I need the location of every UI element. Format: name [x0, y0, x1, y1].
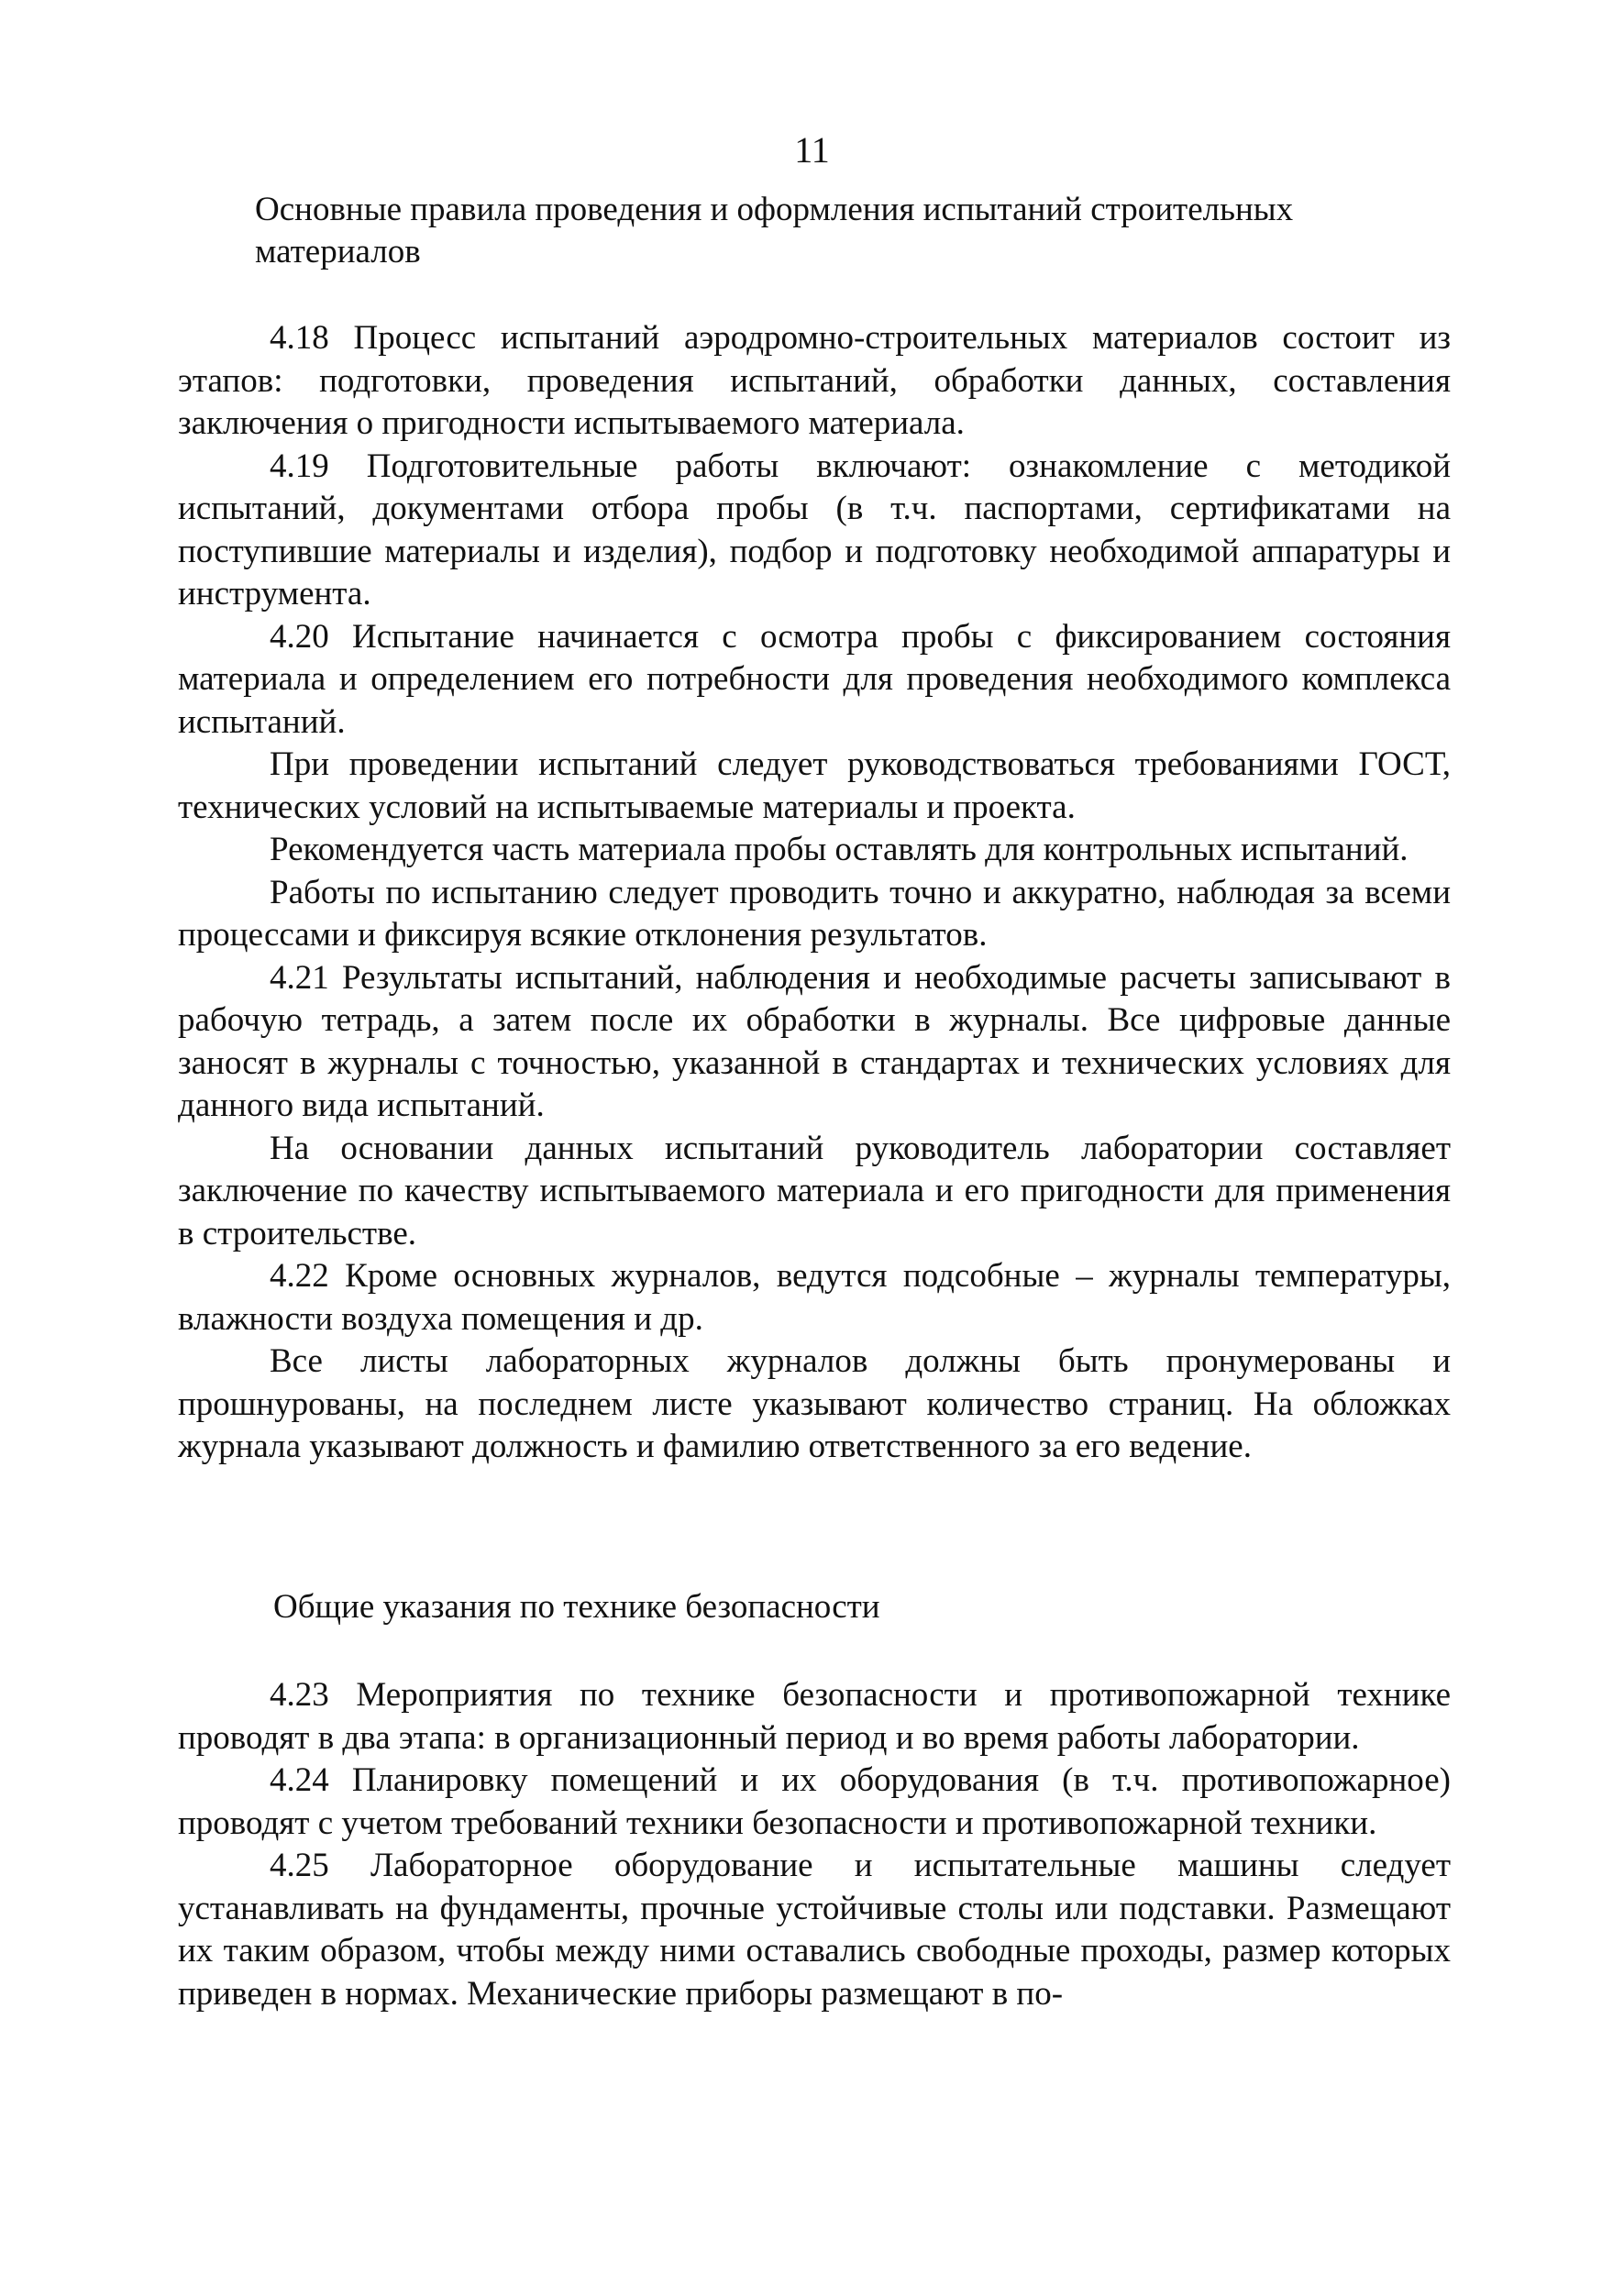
- paragraph-4-20: 4.20 Испытание начинается с осмотра пробы с фиксированием состояния материала и определением его потребности для проведения необходимого комплекса испытаний.: [178, 617, 1451, 741]
- section-heading-testing-rules: Основные правила проведения и оформления испытаний строительных материалов: [255, 191, 1294, 270]
- paragraph-accuracy: Работы по испытанию следует проводить точно и аккуратно, наблюдая за всеми процессами и фиксируя всякие отклонения результатов.: [178, 873, 1451, 954]
- paragraph-4-22: 4.22 Кроме основных журналов, ведутся подсобные – журналы температуры, влажности воздуха помещения и др.: [178, 1257, 1451, 1338]
- paragraph-4-23: 4.23 Мероприятия по технике безопасности и противопожарной технике проводят в два этапа: в организационный период и во время работы лаборатории.: [178, 1676, 1451, 1757]
- section-heading-safety: Общие указания по технике безопасности: [273, 1588, 880, 1626]
- section-body-safety: [178, 1674, 1451, 2015]
- paragraph-control-sample: Рекомендуется часть материала пробы оставлять для контрольных испытаний.: [270, 831, 1409, 868]
- paragraph-journal-sheets: Все листы лабораторных журналов должны быть пронумерованы и прошнурованы, на последнем листе указывают количество страниц. На обложках журнала указывают должность и фамилию ответственного за его ведение.: [178, 1342, 1451, 1465]
- paragraph-4-18: 4.18 Процесс испытаний аэродромно-строительных материалов состоит из этапов: подготовки, проведения испытаний, обработки данных, составления заключения о пригодности испытываемого материала.: [178, 319, 1451, 442]
- paragraph-lab-conclusion: На основании данных испытаний руководитель лаборатории составляет заключение по качеству испытываемого материала и его пригодности для применения в строительстве.: [178, 1129, 1451, 1252]
- paragraph-4-21: 4.21 Результаты испытаний, наблюдения и необходимые расчеты записывают в рабочую тетрадь, а затем после их обработки в журналы. Все цифровые данные заносят в журналы с точностью, указанной в стандартах и технических условиях для данного вида испытаний.: [178, 958, 1451, 1124]
- section-body-testing-rules: [178, 317, 1451, 1469]
- paragraph-4-25: 4.25 Лабораторное оборудование и испытательные машины следует устанавливать на фундаменты, прочные устойчивые столы или подставки. Размещают их таким образом, чтобы между ними оставались свободные проходы, размер которых приведен в нормах. Механические приборы размещают в по-: [178, 1847, 1451, 2013]
- page-number: 11: [794, 129, 830, 171]
- paragraph-4-19: 4.19 Подготовительные работы включают: ознакомление с методикой испытаний, документами отбора пробы (в т.ч. паспортами, сертификатами на поступившие материалы и изделия), подбор и подготовку необходимой аппаратуры и инструмента.: [178, 447, 1451, 612]
- paragraph-4-24: 4.24 Планировку помещений и их оборудования (в т.ч. противопожарное) проводят с учетом требований техники безопасности и противопожарной техники.: [178, 1761, 1451, 1842]
- paragraph-gost-requirements: При проведении испытаний следует руководствоваться требованиями ГОСТ, технических условий на испытываемые материалы и проекта.: [178, 745, 1451, 826]
